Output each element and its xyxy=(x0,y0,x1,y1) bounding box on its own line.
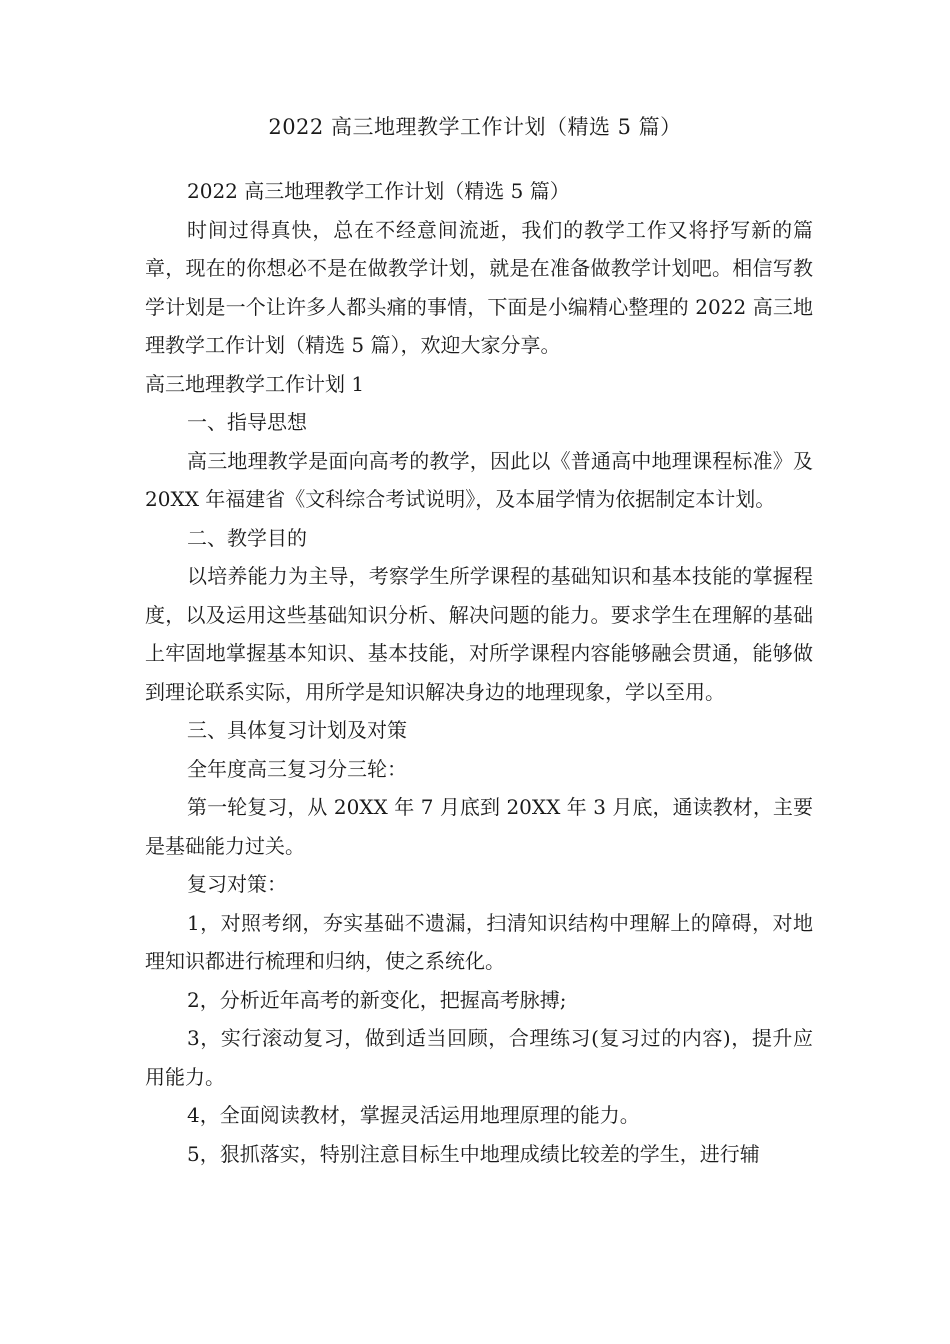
paragraph: 3，实行滚动复习，做到适当回顾，合理练习(复习过的内容)，提升应用能力。 xyxy=(145,1026,813,1089)
paragraph: 复习对策： xyxy=(187,872,287,896)
paragraph: 4，全面阅读教材，掌握灵活运用地理原理的能力。 xyxy=(187,1103,640,1127)
paragraph: 一、指导思想 xyxy=(187,410,307,434)
paragraph: 2，分析近年高考的新变化，把握高考脉搏; xyxy=(187,987,567,1012)
paragraph: 5，狠抓落实，特别注意目标生中地理成绩比较差的学生，进行辅 xyxy=(187,1141,760,1166)
paragraph: 以培养能力为主导，考察学生所学课程的基础知识和基本技能的掌握程度，以及运用这些基础知识分析、解决问题的能力。要求学生在理解的基础上牢固地掌握基本知识、基本技能，对所学课程内容能够融会贯通，能够做到理论联系实际，用所学是知识解决身边的地理现象，学以至用。 xyxy=(145,564,813,704)
paragraph: 三、具体复习计划及对策 xyxy=(187,718,407,742)
paragraph: 时间过得真快，总在不经意间流逝，我们的教学工作又将抒写新的篇章，现在的你想必不是在做教学计划，就是在准备做教学计划吧。相信写教学计划是一个让许多人都头痛的事情，下面是小编精心整理的 2022 高三地理教学工作计划（精选 5 篇），欢迎大家分享。 xyxy=(145,217,813,357)
paragraph: 全年度高三复习分三轮： xyxy=(187,756,407,781)
paragraph: 高三地理教学工作计划 1 xyxy=(145,371,365,396)
document-title: 2022 高三地理教学工作计划（精选 5 篇） xyxy=(268,115,682,139)
paragraph: 1，对照考纲，夯实基础不遗漏，扫清知识结构中理解上的障碍，对地理知识都进行梳理和归纳，使之系统化。 xyxy=(145,910,813,973)
document-body xyxy=(145,172,813,1173)
paragraph: 2022 高三地理教学工作计划（精选 5 篇） xyxy=(187,179,570,203)
paragraph: 第一轮复习，从 20XX 年 7 月底到 20XX 年 3 月底，通读教材，主要是基础能力过关。 xyxy=(145,795,813,858)
paragraph: 二、教学目的 xyxy=(187,525,307,550)
paragraph: 高三地理教学是面向高考的教学，因此以《普通高中地理课程标准》及 20XX 年福建省《文科综合考试说明》，及本届学情为依据制定本计划。 xyxy=(145,448,813,511)
